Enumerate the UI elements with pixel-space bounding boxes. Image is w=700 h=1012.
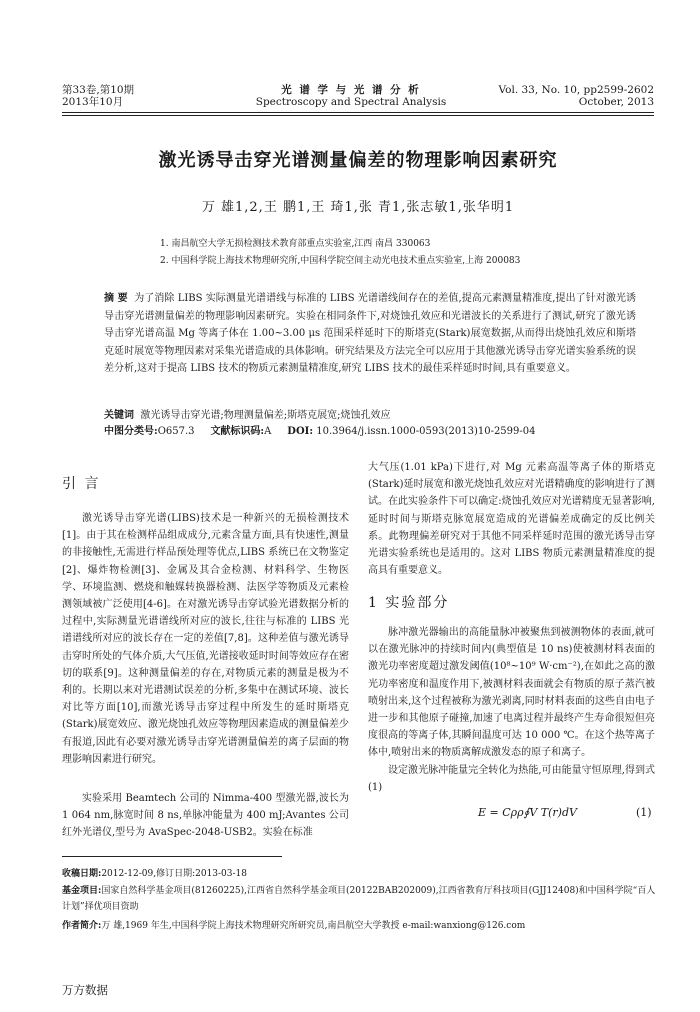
intro-paragraph-2: 实验采用 Beamtech 公司的 Nimma-400 型激光器,波长为 1 064 nm,脉宽时间 8 ns,单脉冲能量为 400 mJ;Avantes 公司红外光谱仪,型号为 AvaSpec-2048-USB2。实验在标准 <box>62 793 349 839</box>
doc-code-label: 文献标识码: <box>210 426 265 437</box>
clc-code: O657.3 <box>157 426 195 437</box>
doi-label: DOI: <box>287 426 314 437</box>
classification-line <box>104 424 664 440</box>
keywords-text: 激光诱导击穿光谱;物理测量偏差;斯塔克展宽;烧蚀孔效应 <box>140 410 391 421</box>
keywords-label: 关键词 <box>104 410 134 421</box>
intro-paragraph-1: 激光诱导击穿光谱(LIBS)技术是一种新兴的无损检测技术[1]。由于其在检测样品组成成分,元素含量方面,具有快速性,测量的非接触性,无需进行样品预处理等优点,LIBS 系统已在文物鉴定[2]、爆炸物检测[3]、金属及其合金检测、材料科学、生物医学、环境监测、燃烧和触媒转换器检测、法医学等物质及元素检测领域被广泛使用[4-6]。在对激光诱导击穿试验光谱数据分析的过程中,实际测量光谱谱线所对应的波长,往往与标准的 LIBS 光谱谱线所对应的波长存在一定的差值[7,8]。这种差值与激光诱导击穿时所处的气体介质,大气压值,光谱接收延时时间等效应存在密切的联系[9]。这种测量偏差的存在,对物质元素的测量是极为不利的。长期以来对光谱测试误差的分析,多集中在测试环境、波长对比等方面[10],而激光诱导击穿过程中所发生的延时斯塔克(Stark)展宽效应、激光烧蚀孔效应等物理因素造成的测量偏差少有报道,因此有必要对激光诱导击穿光谱测量偏差的离子层面的物理影响因素进行研究。 <box>62 513 349 765</box>
section-1-heading: 1 实验部分 <box>368 595 450 611</box>
footer-watermark: 万方数据 <box>62 983 108 997</box>
equation-number: (1) <box>636 806 652 819</box>
received-label: 收稿日期: <box>62 869 102 879</box>
volume-issue: 第33卷,第10期 <box>62 84 135 96</box>
abstract <box>104 290 636 378</box>
publication-date: 2013年10月 <box>62 96 124 108</box>
intro-paragraph-3: 大气压(1.01 kPa)下进行,对 Mg 元素高温等离子体的斯塔克(Stark)延时展宽和激光烧蚀孔效应对光谱精确度的影响进行了测试。在此实验条件下可以确定:烧蚀孔效应对光谱精度无显著影响,延时时间与斯塔克脉宽展宽造成的光谱偏差成确定的反比例关系。此物理偏差研究对于其他不同采样延时范围的激光诱导击穿光谱实验系统也是适用的。这对 LIBS 物质元素测量精准度的提高具有重要意义。 <box>368 462 655 577</box>
abstract-text: 为了消除 LIBS 实际测量光谱谱线与标准的 LIBS 光谱谱线间存在的差值,提高元素测量精准度,提出了针对激光诱导击穿光谱测量偏差的物理影响因素研究。实验在相同条件下,对烧蚀孔效应和光谱波长的关系进行了测试,研究了激光诱导击穿光谱高温 Mg 等离子体在 1.00~3.00 μs 范围采样延时下的斯塔克(Stark)展宽数据,从而得出烧蚀孔效应和斯塔克延时展宽等物理因素对采集光谱造成的具体影响。研究结果及方法完全可以应用于其他激光诱导击穿光谱实验系统的误差分析,这对于提高 LIBS 技术的物质元素测量精准度,研究 LIBS 技术的最佳采样延时时间,具有重要意义。 <box>104 293 637 374</box>
volume-pages: Vol. 33, No. 10, pp2599-2602 <box>498 84 654 96</box>
footnote-received <box>62 866 662 882</box>
header-left <box>62 84 134 108</box>
section-1-paragraph-1: 脉冲激光器输出的高能量脉冲被聚焦到被测物体的表面,就可以在激光脉冲的持续时间内(典型值是 10 ns)使被测材料表面的激光功率密度超过激发阈值(10⁸~10⁹ W·cm⁻²),在如此之高的激光功率密度和温度作用下,被测材料表面就会有物质的原子蒸汽被喷射出来,这个过程被称为激光剥离,同时材料表面的这些自由电子进一步和其他原子碰撞,加速了电离过程并最终产生寿命很短但亮度很高的等离子体,其瞬间温度可达 10 000 ℃。在这个热等离子体中,喷射出来的物质离解成激发态的原子和离子。 <box>368 627 655 759</box>
footnote-rule <box>62 856 282 857</box>
affiliation-1: 1. 南昌航空大学无损检测技术教育部重点实验室,江西 南昌 330063 <box>160 239 431 249</box>
fund-text: 国家自然科学基金项目(81260225),江西省自然科学基金项目(20122BAB202009),江西省教育厅科技项目(GJJ12408)和中国科学院“百人计划”择优项目资助 <box>62 886 656 912</box>
author-bio-label: 作者简介: <box>62 921 102 931</box>
header-center <box>236 84 466 108</box>
received-dates: 2012-12-09,修订日期:2013-03-18 <box>101 869 248 879</box>
equation-1: E = Cρρ∮V T(r)dV <box>478 806 577 819</box>
intro-heading: 引 言 <box>62 476 101 492</box>
section-1-paragraph-2: 设定激光脉冲能量完全转化为热能,可由能量守恒原理,得到式(1) <box>368 765 655 794</box>
doc-code: A <box>264 426 272 437</box>
header-right <box>499 84 654 108</box>
keywords <box>104 408 664 424</box>
author-bio: 万 雄,1969 年生,中国科学院上海技术物理研究所研究员,南昌航空大学教授 e-mail:wanxiong@126.com <box>101 921 526 931</box>
clc-label: 中图分类号: <box>104 426 158 437</box>
footnote-author <box>62 918 662 934</box>
footnote-fund <box>62 883 662 915</box>
publication-month: October, 2013 <box>578 96 654 108</box>
fund-label: 基金项目: <box>62 886 102 896</box>
header-rule <box>62 112 654 113</box>
author-list: 万 雄1,2,王 鹏1,王 琦1,张 青1,张志敏1,张华明1 <box>201 200 515 215</box>
journal-title-en: Spectroscopy and Spectral Analysis <box>255 96 447 108</box>
paper-title: 激光诱导击穿光谱测量偏差的物理影响因素研究 <box>158 150 558 171</box>
affiliation-2: 2. 中国科学院上海技术物理研究所,中国科学院空间主动光电技术重点实验室,上海 200083 <box>160 256 521 266</box>
doi: 10.3964/j.issn.1000-0593(2013)10-2599-04 <box>316 426 536 437</box>
abstract-label: 摘 要 <box>104 293 128 304</box>
journal-title-cn: 光 谱 学 与 光 谱 分 析 <box>281 84 421 96</box>
header-rule-thin <box>62 115 654 116</box>
